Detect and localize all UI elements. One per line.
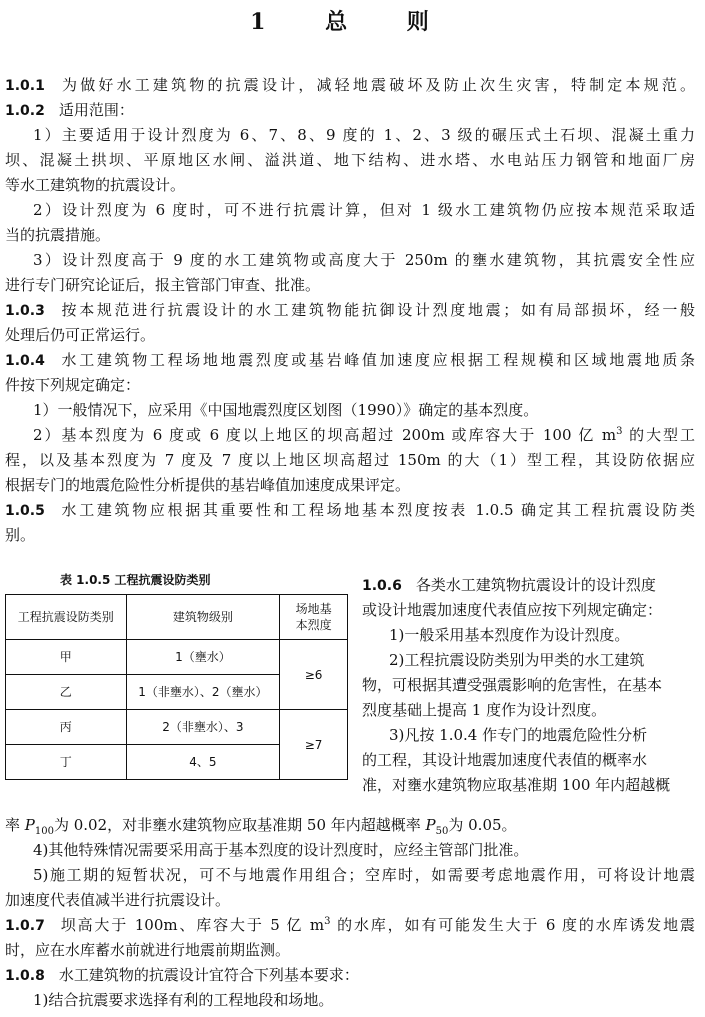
category-cell: 甲	[6, 640, 127, 675]
text-line: 3)凡按 1.0.4 作专门的地震危险性分析	[389, 726, 648, 744]
text-run: 2）基本烈度为 6 度或 6 度以上地区的坝高超过 200m 或库容大于 100 亿 m	[33, 426, 617, 444]
text-line: 或设计地震加速度代表值应按下列规定确定：	[362, 601, 663, 619]
text-line: 1)结合抗震要求选择有利的工程地段和场地。	[33, 991, 334, 1009]
text-line: 1）主要适用于设计烈度为 6、7、8、9 度的 1、2、3 级的碾压式土石坝、混凝土重力	[33, 126, 695, 144]
text-line: 别。	[5, 526, 36, 544]
clause-text: 适用范围：	[58, 101, 134, 119]
category-cell: 乙	[6, 675, 127, 710]
clause-number: 1.0.4	[5, 353, 45, 369]
level-cell: 1（非壅水）、2（壅水）	[126, 675, 280, 710]
text-line: 加速度代表值减半进行抗震设计。	[5, 891, 231, 909]
clause-number: 1.0.1	[5, 78, 45, 94]
text-run: 的大型工	[622, 426, 695, 444]
clause-text: 各类水工建筑物抗震设计的设计烈度	[415, 576, 656, 594]
clause-1-0-8	[5, 963, 695, 989]
probability-symbol: P	[24, 816, 35, 834]
clause-1-0-2	[5, 98, 695, 124]
text-line: 1）一般情况下，应采用《中国地震烈度区划图（1990）》确定的基本烈度。	[33, 401, 539, 419]
clause-number: 1.0.6	[362, 578, 402, 594]
text-line: 件按下列规定确定：	[5, 376, 141, 394]
text-line: 根据专门的地震危险性分析提供的基岩峰值加速度成果评定。	[5, 476, 411, 494]
text-line: 进行专门研究论证后，报主管部门审查、批准。	[5, 276, 321, 294]
superscript: 3	[616, 426, 623, 437]
table-header-intensity: 场地基 本烈度	[280, 595, 348, 640]
text-line: 程，以及基本烈度为 7 度及 7 度以上地区坝高超过 150m 的大（1）型工程，其设防依据应	[5, 451, 695, 469]
category-cell: 丙	[6, 710, 127, 745]
clause-text: 为做好水工建筑物的抗震设计，减轻地震破坏及防止次生灾害，特制定本规范。	[58, 76, 695, 94]
level-cell: 1（壅水）	[126, 640, 280, 675]
text-line: 率 $P_{100}$为 0.02，对非壅水建筑物应取基准期 50 年内超越概率 $P_{50}$为 0.05。	[5, 816, 517, 837]
table-row	[6, 710, 348, 745]
text-line: 1)一般采用基本烈度作为设计烈度。	[389, 626, 630, 644]
intensity-cell: ≥7	[280, 710, 348, 780]
clause-number: 1.0.8	[5, 968, 45, 984]
level-cell: 2（非壅水）、3	[126, 710, 280, 745]
category-cell: 丁	[6, 745, 127, 780]
text-line: 4)其他特殊情况需要采用高于基本烈度的设计烈度时，应经主管部门批准。	[33, 841, 529, 859]
probability-symbol: P	[425, 816, 436, 834]
text-line: 处理后仍可正常运行。	[5, 326, 156, 344]
table-caption: 表 1.0.5 工程抗震设防类别	[60, 573, 211, 587]
superscript: 3	[324, 916, 331, 927]
clause-1-0-6	[362, 573, 695, 599]
intensity-cell: ≥6	[280, 640, 348, 710]
clause-text: 水工建筑物应根据其重要性和工程场地基本烈度按表 1.0.5 确定其工程抗震设防类	[58, 501, 695, 519]
clause-1-0-4	[5, 348, 695, 374]
clause-1-0-5	[5, 498, 695, 524]
clause-text: 按本规范进行抗震设计的水工建筑物能抗御设计烈度地震；如有局部损坏，经一般	[58, 301, 695, 319]
clause-text: 水工建筑物工程场地地震烈度或基岩峰值加速度应根据工程规模和区域地震地质条	[58, 351, 695, 369]
text-line: 烈度基础上提高 1 度作为设计烈度。	[362, 701, 607, 719]
text-line	[33, 423, 695, 448]
text-line: 3）设计烈度高于 9 度的水工建筑物或高度大于 250m 的壅水建筑物，其抗震安全性应	[33, 251, 695, 269]
clause-number: 1.0.7	[5, 918, 45, 934]
text-line: 准，对壅水建筑物应取基准期 100 年内超越概	[362, 776, 671, 794]
level-cell: 4、5	[126, 745, 280, 780]
text-line: 2）设计烈度为 6 度时，可不进行抗震计算，但对 1 级水工建筑物仍应按本规范采取适	[33, 201, 695, 219]
text-line: 等水工建筑物的抗震设计。	[5, 176, 186, 194]
table-header-row	[6, 595, 348, 640]
text-line: 的工程，其设计地震加速度代表值的概率水	[362, 751, 648, 769]
text-line: 时，应在水库蓄水前就进行地震前期监测。	[5, 941, 291, 959]
seismic-category-table	[5, 594, 348, 780]
clause-1-0-1	[5, 73, 695, 99]
table-header-level: 建筑物级别	[126, 595, 280, 640]
text-line: 5)施工期的短暂状况，可不与地震作用组合；空库时，如需要考虑地震作用，可将设计地震	[33, 866, 695, 884]
text-line: 坝、混凝土拱坝、平原地区水闸、溢洪道、地下结构、进水塔、水电站压力钢管和地面厂房	[5, 151, 695, 169]
text-line: 2)工程抗震设防类别为甲类的水工建筑	[389, 651, 645, 669]
clause-number: 1.0.3	[5, 303, 45, 319]
clause-1-0-3	[5, 298, 695, 324]
chapter-title: 1 总 则	[250, 9, 455, 35]
clause-text: 水工建筑物的抗震设计宜符合下列基本要求：	[58, 966, 359, 984]
table-header-category: 工程抗震设防类别	[6, 595, 127, 640]
table-row	[6, 640, 348, 675]
text-line: 物，可根据其遭受强震影响的危害性，在基本	[362, 676, 663, 694]
clause-number: 1.0.5	[5, 503, 45, 519]
clause-1-0-7: 1.0.7 坝高大于 100m、库容大于 5 亿 $m^3$ 的水库，如有可能发生大于 6 度的水库诱发地震	[5, 916, 695, 934]
text-line: 当的抗震措施。	[5, 226, 111, 244]
clause-number: 1.0.2	[5, 103, 45, 119]
